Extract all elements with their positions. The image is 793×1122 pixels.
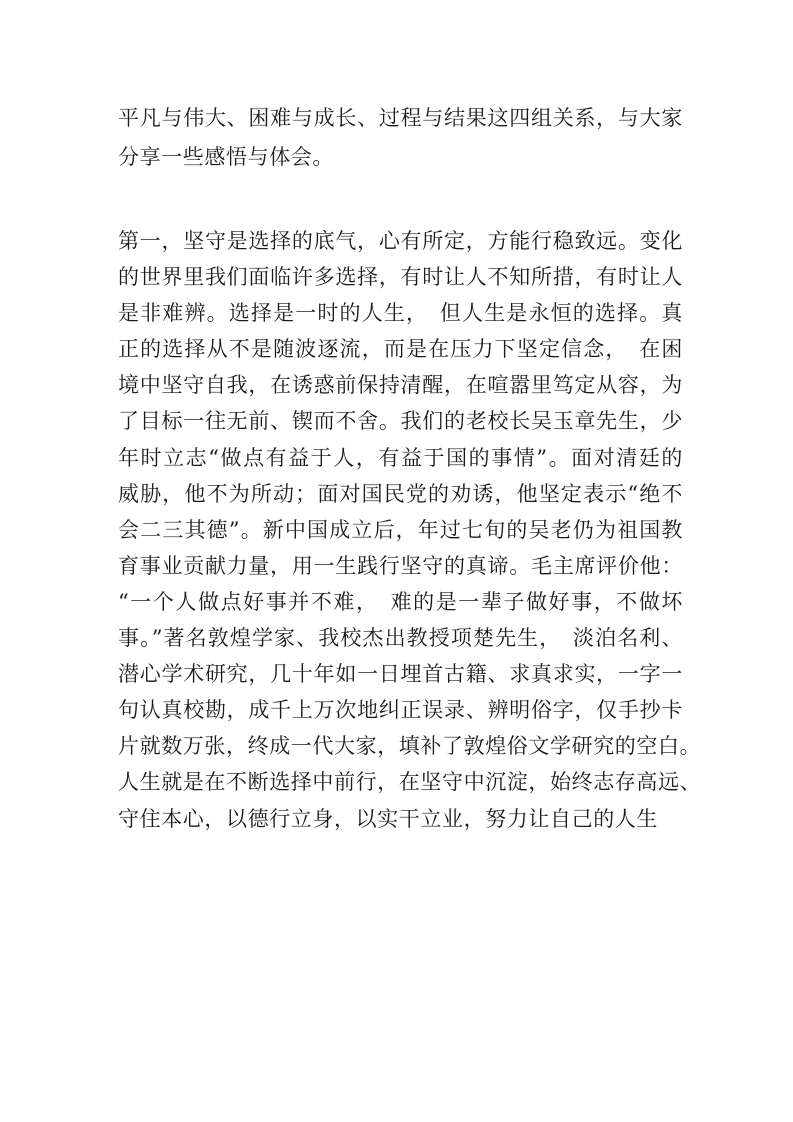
text-line: 是非难辨。选择是一时的人生， 但人生是永恒的选择。真	[118, 301, 683, 326]
text-line: 年时立志“做点有益于人，有益于国的事情”。面对清廷的	[118, 445, 683, 470]
text-line: 句认真校勘，成千上万次地纠正误录、辨明俗字，仅手抄卡	[118, 698, 683, 723]
text-line: 了目标一往无前、锲而不舍。我们的老校长吴玉章先生，少	[118, 409, 683, 434]
text-line: 会二三其德”。新中国成立后，年过七旬的吴老仍为祖国教	[118, 517, 683, 542]
text-line: 片就数万张，终成一代大家，填补了敦煌俗文学研究的空白。	[118, 734, 702, 759]
paragraph-main	[118, 223, 702, 837]
text-line: 育事业贡献力量，用一生践行坚守的真谛。毛主席评价他：	[118, 553, 683, 578]
intro-paragraph	[118, 99, 683, 176]
text-line: 第一，坚守是选择的底气，心有所定，方能行稳致远。变化	[118, 229, 683, 253]
text-line: 人生就是在不断选择中前行，在坚守中沉淀，始终志存高远、	[118, 770, 702, 795]
text-line: 正的选择从不是随波逐流，而是在压力下坚定信念， 在困	[118, 337, 683, 362]
text-line: 境中坚守自我，在诱惑前保持清醒，在喧嚣里笃定从容，为	[118, 373, 683, 398]
text-line: 威胁，他不为所动；面对国民党的劝诱，他坚定表示“绝不	[118, 481, 683, 506]
text-line: 潜心学术研究，几十年如一日埋首古籍、求真求实，一字一	[118, 662, 683, 687]
text-line: 分享一些感悟与体会。	[118, 144, 334, 169]
text-line: 事。”著名敦煌学家、我校杰出教授项楚先生， 淡泊名利、	[118, 626, 683, 651]
text-line: 平凡与伟大、困难与成长、过程与结果这四组关系，与大家	[118, 106, 683, 130]
text-line: 守住本心，以德行立身，以实干立业，努力让自己的人生	[118, 806, 658, 831]
text-line: 的世界里我们面临许多选择，有时让人不知所措，有时让人	[118, 265, 683, 290]
text-line: “一个人做点好事并不难， 难的是一辈子做好事，不做坏	[118, 589, 683, 614]
